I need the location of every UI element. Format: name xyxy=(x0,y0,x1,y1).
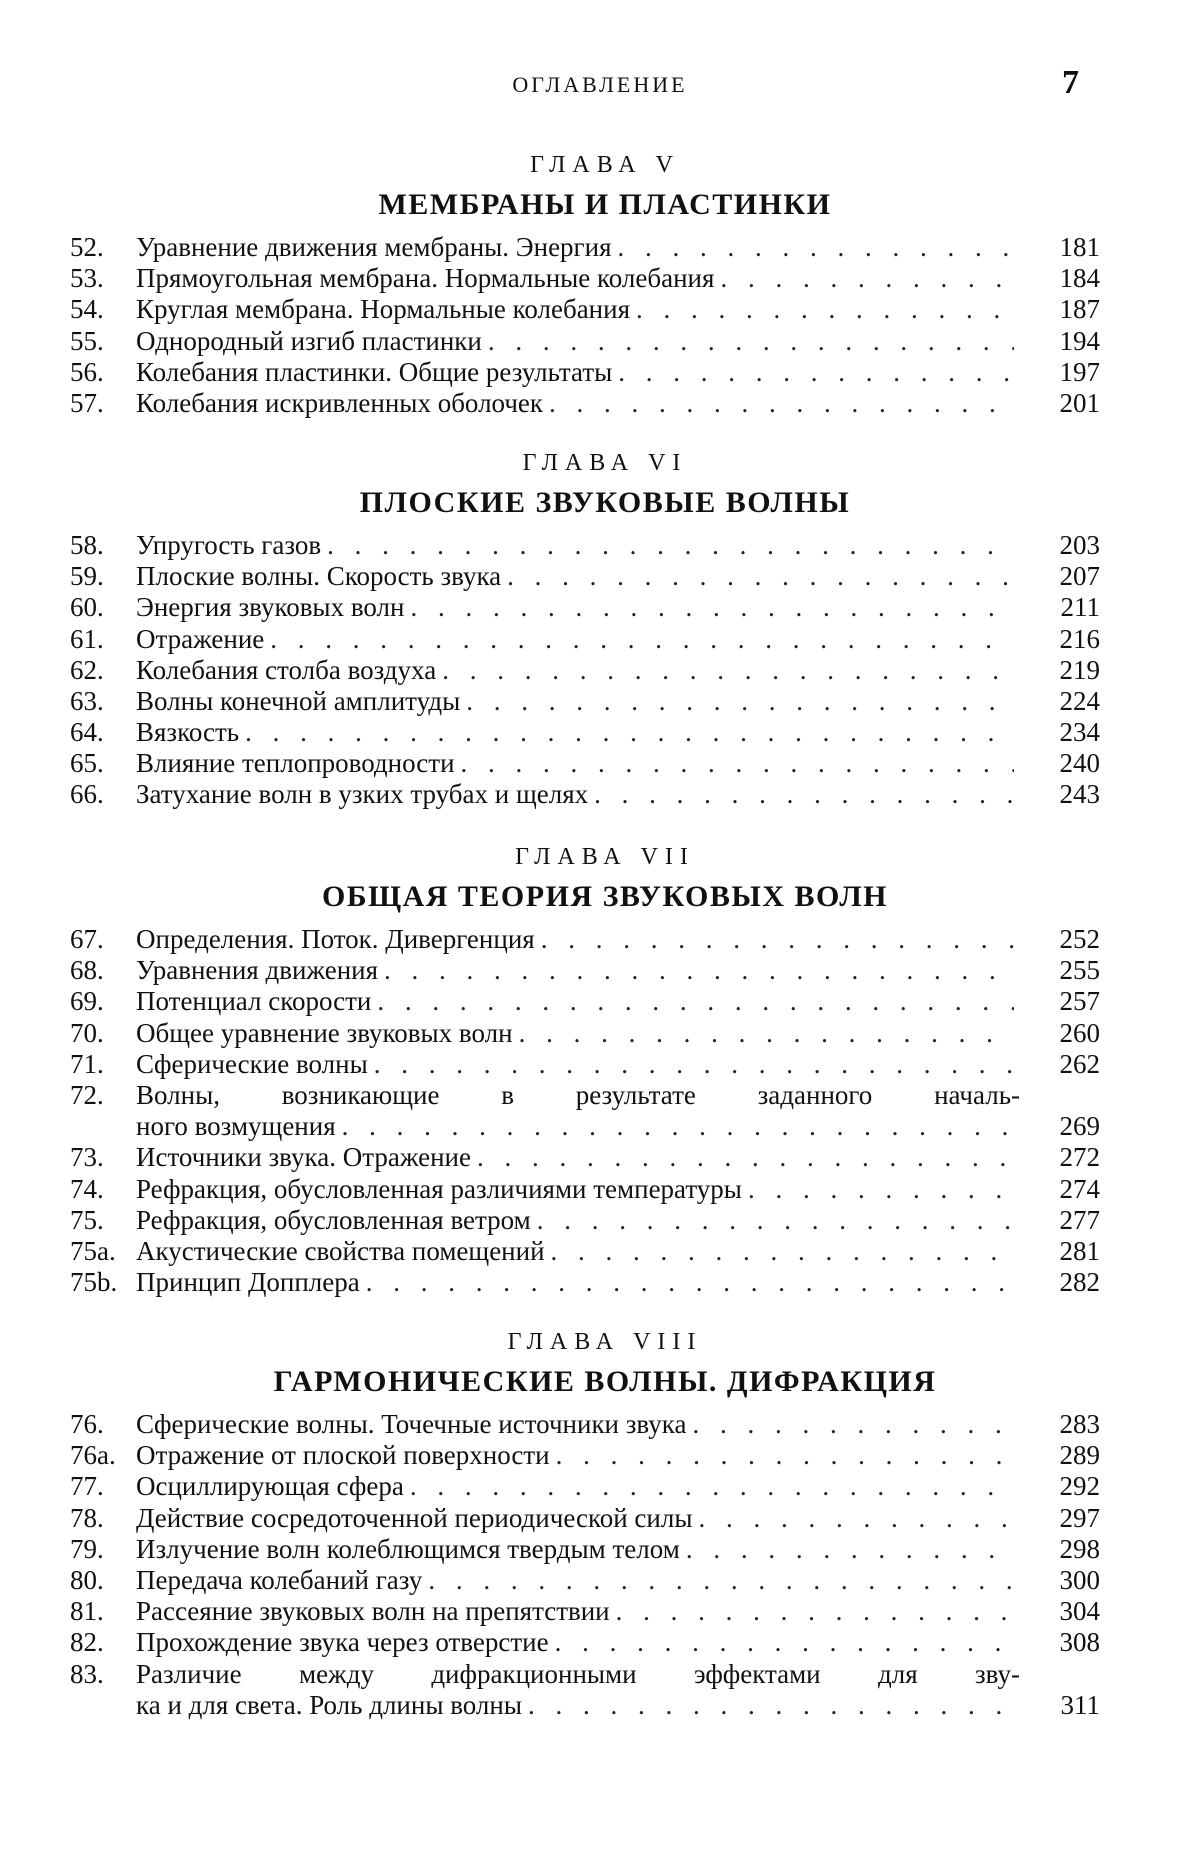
section-title: Затухание волн в узких трубах и щелях xyxy=(136,779,589,810)
section-title: Влияние теплопроводности xyxy=(136,748,455,779)
section-number: 67. xyxy=(70,923,104,954)
page-ref: 234 xyxy=(1059,717,1100,748)
dot-leader xyxy=(442,655,1014,686)
section-title: Круглая мембрана. Нормальные колебания xyxy=(136,294,631,325)
dot-leader xyxy=(477,1142,1014,1173)
section-title: Колебания столба воздуха xyxy=(136,654,437,685)
dot-leader xyxy=(466,686,1014,717)
section-title: Волны, возникающие в результате заданного началь- xyxy=(136,1079,1020,1110)
section-number: 77. xyxy=(70,1471,104,1502)
section-number: 83. xyxy=(70,1658,104,1689)
chapter-8 xyxy=(70,1325,1100,1721)
page-ref: 194 xyxy=(1059,325,1100,356)
page-ref: 216 xyxy=(1059,623,1100,654)
section-title: Плоские волны. Скорость звука xyxy=(136,561,502,592)
dot-leader xyxy=(342,1111,1014,1142)
section-title: Осциллирующая сфера xyxy=(136,1471,404,1502)
section-number: 71. xyxy=(70,1048,104,1079)
toc-entry xyxy=(70,1409,1100,1440)
chapter-6 xyxy=(70,446,1100,811)
section-number: 55. xyxy=(70,325,104,356)
dot-leader xyxy=(461,748,1014,779)
toc-entry xyxy=(70,1565,1100,1596)
toc-entry xyxy=(70,1205,1100,1236)
dot-leader xyxy=(551,1236,1014,1267)
section-title: Однородный изгиб пластинки xyxy=(136,325,482,356)
chapter-title: ОБЩАЯ ТЕОРИЯ ЗВУКОВЫХ ВОЛН xyxy=(321,880,889,913)
section-number: 82. xyxy=(70,1627,104,1658)
section-number: 54. xyxy=(70,294,104,325)
section-number: 63. xyxy=(70,685,104,716)
chapter-5 xyxy=(70,148,1100,419)
section-number: 62. xyxy=(70,654,104,685)
dot-leader xyxy=(528,1690,1014,1721)
section-title: Прохождение звука через отверстие xyxy=(136,1627,549,1658)
chapter-label: ГЛАВА VII xyxy=(515,844,695,870)
dot-leader xyxy=(616,1596,1014,1627)
page-ref: 272 xyxy=(1059,1142,1100,1173)
section-title: Отражение xyxy=(136,623,265,654)
section-title: Рефракция, обусловленная ветром xyxy=(136,1204,531,1235)
section-title: Сферические волны xyxy=(136,1048,368,1079)
dot-leader xyxy=(618,357,1014,388)
dot-leader xyxy=(698,1503,1014,1534)
chapter-label: ГЛАВА V xyxy=(530,152,680,178)
toc-entry xyxy=(70,561,1100,592)
section-number: 70. xyxy=(70,1017,104,1048)
dot-leader xyxy=(636,294,1014,325)
toc-entry xyxy=(70,1440,1100,1471)
section-number: 68. xyxy=(70,955,104,986)
chapter-label: ГЛАВА VI xyxy=(522,450,688,476)
section-title: Уравнение движения мембраны. Энергия xyxy=(136,231,612,262)
toc-entry xyxy=(70,686,1100,717)
page-ref: 304 xyxy=(1059,1596,1100,1627)
toc-entry xyxy=(70,1659,1100,1721)
section-title-continuation: ка и для света. Роль длины волны xyxy=(136,1689,522,1720)
section-number: 58. xyxy=(70,529,104,560)
page-ref: 298 xyxy=(1059,1533,1100,1564)
toc-entry xyxy=(70,986,1100,1017)
page-ref: 262 xyxy=(1059,1048,1100,1079)
toc-entry xyxy=(70,1018,1100,1049)
page-ref: 197 xyxy=(1059,356,1100,387)
section-title: Упругость газов xyxy=(136,529,322,560)
dot-leader xyxy=(686,1534,1014,1565)
dot-leader xyxy=(245,717,1014,748)
section-number: 66. xyxy=(70,779,104,810)
page-ref: 184 xyxy=(1059,263,1100,294)
dot-leader xyxy=(692,1409,1014,1440)
toc-entry xyxy=(70,530,1100,561)
dot-leader xyxy=(377,986,1014,1017)
section-title: Прямоугольная мембрана. Нормальные колебания xyxy=(136,263,715,294)
toc-entry xyxy=(70,326,1100,357)
section-title: Сферические волны. Точечные источники звука xyxy=(136,1408,687,1439)
toc-entry xyxy=(70,1142,1100,1173)
toc-entry xyxy=(70,592,1100,623)
section-title-continuation: ного возмущения xyxy=(136,1111,336,1142)
dot-leader xyxy=(618,232,1015,263)
section-number: 73. xyxy=(70,1142,104,1173)
page-ref: 277 xyxy=(1059,1204,1100,1235)
toc-entry xyxy=(70,655,1100,686)
page-ref: 260 xyxy=(1059,1017,1100,1048)
page-ref: 311 xyxy=(1060,1689,1100,1720)
section-number: 65. xyxy=(70,748,104,779)
page-ref: 269 xyxy=(1059,1111,1100,1142)
toc-entry xyxy=(70,1471,1100,1502)
dot-leader xyxy=(410,1471,1014,1502)
toc-entry xyxy=(70,1236,1100,1267)
section-number: 69. xyxy=(70,986,104,1017)
page-ref: 308 xyxy=(1059,1627,1100,1658)
page-ref: 207 xyxy=(1059,561,1100,592)
section-number: 75a. xyxy=(70,1235,116,1266)
toc-entry xyxy=(70,1267,1100,1298)
section-title: Принцип Допплера xyxy=(136,1267,360,1298)
section-number: 53. xyxy=(70,263,104,294)
section-title: Уравнения движения xyxy=(136,955,379,986)
toc-entries xyxy=(70,924,1100,1298)
section-title: Рефракция, обусловленная различиями температуры xyxy=(136,1173,742,1204)
toc-entry xyxy=(70,717,1100,748)
chapter-title: ГАРМОНИЧЕСКИЕ ВОЛНЫ. ДИФРАКЦИЯ xyxy=(273,1365,937,1398)
page-ref: 289 xyxy=(1059,1440,1100,1471)
toc-entry xyxy=(70,924,1100,955)
section-number: 80. xyxy=(70,1564,104,1595)
chapter-7 xyxy=(70,840,1100,1298)
toc-entry xyxy=(70,748,1100,779)
section-title: Передача колебаний газу xyxy=(136,1564,423,1595)
toc-entry xyxy=(70,232,1100,263)
page-ref: 282 xyxy=(1059,1267,1100,1298)
dot-leader xyxy=(384,955,1014,986)
page-ref: 181 xyxy=(1059,231,1100,262)
dot-leader xyxy=(428,1565,1014,1596)
page-ref: 255 xyxy=(1059,955,1100,986)
section-title: Волны конечной амплитуды xyxy=(136,685,461,716)
section-title: Колебания пластинки. Общие результаты xyxy=(136,356,613,387)
chapter-title: МЕМБРАНЫ И ПЛАСТИНКИ xyxy=(378,188,832,221)
toc-entry xyxy=(70,1049,1100,1080)
section-number: 56. xyxy=(70,356,104,387)
section-title: Колебания искривленных оболочек xyxy=(136,387,544,418)
toc-entry xyxy=(70,1596,1100,1627)
page-ref: 300 xyxy=(1059,1564,1100,1595)
dot-leader xyxy=(594,779,1014,810)
section-number: 52. xyxy=(70,231,104,262)
page-ref: 201 xyxy=(1059,387,1100,418)
dot-leader xyxy=(488,326,1014,357)
section-number: 60. xyxy=(70,592,104,623)
section-title: Потенциал скорости xyxy=(136,986,372,1017)
page-ref: 257 xyxy=(1059,986,1100,1017)
section-number: 79. xyxy=(70,1533,104,1564)
section-title: Различие между дифракционными эффектами для зву- xyxy=(136,1658,1020,1689)
page-ref: 243 xyxy=(1059,779,1100,810)
dot-leader xyxy=(374,1049,1014,1080)
toc-entry xyxy=(70,780,1100,811)
section-number: 76. xyxy=(70,1408,104,1439)
dot-leader xyxy=(519,1018,1014,1049)
section-title: Отражение от плоской поверхности xyxy=(136,1440,550,1471)
section-title: Энергия звуковых волн xyxy=(136,592,405,623)
toc-entries xyxy=(70,232,1100,419)
page-ref: 203 xyxy=(1059,529,1100,560)
section-number: 64. xyxy=(70,717,104,748)
section-number: 81. xyxy=(70,1596,104,1627)
section-title: Общее уравнение звуковых волн xyxy=(136,1017,513,1048)
page-ref: 224 xyxy=(1059,685,1100,716)
page-ref: 292 xyxy=(1059,1471,1100,1502)
dot-leader xyxy=(748,1174,1014,1205)
section-number: 78. xyxy=(70,1502,104,1533)
toc-entry xyxy=(70,388,1100,419)
dot-leader xyxy=(556,1440,1014,1471)
toc-entry xyxy=(70,955,1100,986)
section-number: 57. xyxy=(70,387,104,418)
section-title: Вязкость xyxy=(136,717,240,748)
dot-leader xyxy=(410,592,1014,623)
page-ref: 252 xyxy=(1059,923,1100,954)
dot-leader xyxy=(541,924,1014,955)
section-number: 75. xyxy=(70,1204,104,1235)
section-title: Излучение волн колеблющимся твердым телом xyxy=(136,1533,680,1564)
page-ref: 281 xyxy=(1059,1235,1100,1266)
section-title: Акустические свойства помещений xyxy=(136,1235,545,1266)
section-number: 72. xyxy=(70,1079,104,1110)
dot-leader xyxy=(555,1627,1014,1658)
section-title: Источники звука. Отражение xyxy=(136,1142,471,1173)
toc-entry xyxy=(70,294,1100,325)
page-ref: 283 xyxy=(1059,1408,1100,1439)
section-number: 75b. xyxy=(70,1267,118,1298)
toc-entry xyxy=(70,1503,1100,1534)
dot-leader xyxy=(720,263,1014,294)
toc-entry xyxy=(70,263,1100,294)
section-number: 59. xyxy=(70,561,104,592)
page-ref: 219 xyxy=(1059,654,1100,685)
toc-entry xyxy=(70,357,1100,388)
section-number: 76a. xyxy=(70,1440,116,1471)
page-number: 7 xyxy=(1062,64,1079,101)
section-title: Определения. Поток. Дивергенция xyxy=(136,923,535,954)
section-number: 61. xyxy=(70,623,104,654)
section-title: Действие сосредоточенной периодической силы xyxy=(136,1502,693,1533)
dot-leader xyxy=(549,388,1014,419)
page-ref: 297 xyxy=(1059,1502,1100,1533)
toc-entry xyxy=(70,1174,1100,1205)
section-title: Рассеяние звуковых волн на препятствии xyxy=(136,1596,610,1627)
chapter-title: ПЛОСКИЕ ЗВУКОВЫЕ ВОЛНЫ xyxy=(359,486,851,519)
page-ref: 240 xyxy=(1059,748,1100,779)
dot-leader xyxy=(327,530,1014,561)
toc-entries xyxy=(70,1409,1100,1721)
dot-leader xyxy=(366,1267,1014,1298)
section-number: 74. xyxy=(70,1173,104,1204)
dot-leader xyxy=(507,561,1014,592)
toc-entries xyxy=(70,530,1100,811)
page-ref: 274 xyxy=(1059,1173,1100,1204)
chapter-label: ГЛАВА VIII xyxy=(507,1329,703,1355)
dot-leader xyxy=(537,1205,1014,1236)
toc-entry xyxy=(70,1534,1100,1565)
dot-leader xyxy=(270,624,1014,655)
page-ref: 187 xyxy=(1059,294,1100,325)
page-ref: 211 xyxy=(1060,592,1100,623)
running-head: ОГЛАВЛЕНИЕ xyxy=(512,72,688,97)
toc-entry xyxy=(70,1080,1100,1142)
toc-entry xyxy=(70,1627,1100,1658)
toc-entry xyxy=(70,624,1100,655)
